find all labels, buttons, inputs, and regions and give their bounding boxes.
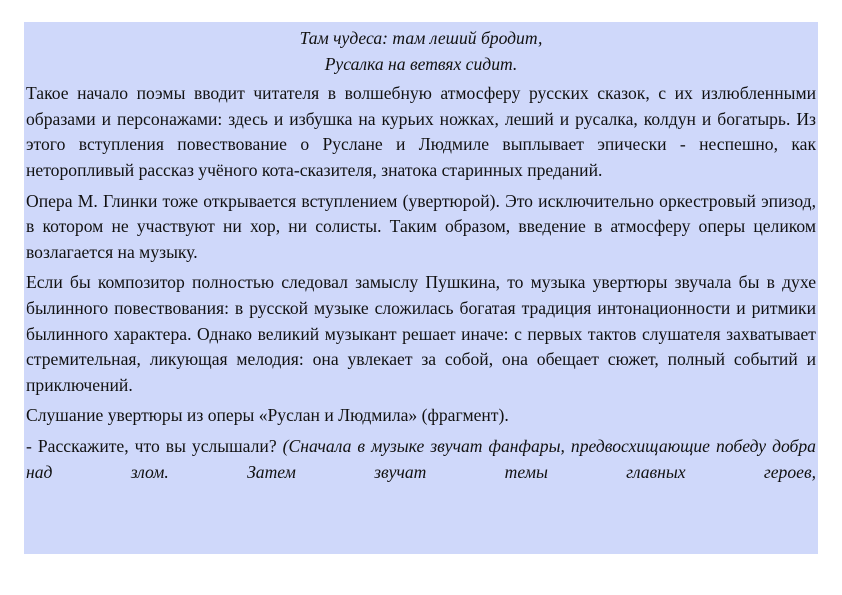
question-text: - Расскажите, что вы услышали? [26,435,277,456]
paragraph-question [26,434,816,485]
paragraph-opera-overture: Опера М. Глинки тоже открывается вступлением (увертюрой). Это исключительно оркестровый эпизод, в котором не участвуют ни хор, ни солисты. Таким образом, введение в атмосферу оперы целиком возлагается на музыку. [26,190,816,262]
epigraph-line-1: Там чудеса: там леший бродит, [299,28,543,48]
epigraph-line-2: Русалка на ветвях сидит. [324,53,518,74]
paragraph-poem-intro: Такое начало поэмы вводит читателя в волшебную атмосферу русских сказок, с их излюбленными образами и персонажами: здесь и избушка на курьих ножках, леший и русалка, колдун и богатырь. Из этого вступления повествование о Руслане и Людмиле выплывает эпически - неспешно, как неторопливый рассказ учёного кота-сказителя, знатока старинных преданий. [26,83,816,180]
epigraph [26,26,816,77]
paragraph-composer-intent: Если бы композитор полностью следовал замыслу Пушкина, то музыка увертюры звучала бы в духе былинного повествования: в русской музыке сложилась богатая традиция интонационности и ритмики былинного характера. Однако великий музыкант решает иначе: с первых тактов слушателя захватывает стремительная, ликующая мелодия: она увлекает за собой, она обещает сюжет, полный событий и приключений. [26,272,816,395]
paragraph-listening-task: Слушание увертюры из оперы «Руслан и Людмила» (фрагмент). [26,405,509,426]
answer-text: (Сначала в музыке звучат фанфары, предвосхищающие победу добра над злом. Затем звучат темы главных героев, [26,435,816,482]
text-box [24,22,818,554]
